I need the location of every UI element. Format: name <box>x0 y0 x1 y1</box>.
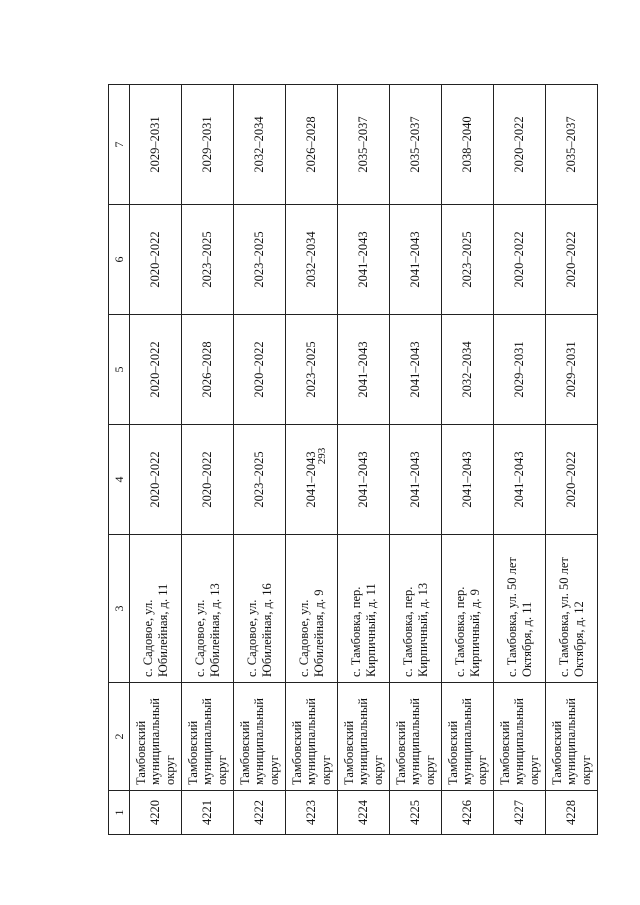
address-cell: с. Тамбовка, ул. 50 лет Октября, д. 12 <box>546 535 598 683</box>
period-cell: 2041–2043 <box>338 205 390 315</box>
period-cell: 2041–2043 <box>390 425 442 535</box>
period-cell: 2041–2043 <box>390 205 442 315</box>
address-cell: с. Садовое, ул. Юбилейная, д. 11 <box>130 535 182 683</box>
district-cell: Тамбовский муниципальный округ <box>338 683 390 791</box>
address-cell: с. Садовое, ул. Юбилейная, д. 13 <box>182 535 234 683</box>
period-cell: 2023–2025 <box>442 205 494 315</box>
row-id: 4226 <box>442 791 494 835</box>
period-cell: 2023–2025 <box>234 205 286 315</box>
period-cell: 2041–2043 <box>442 425 494 535</box>
header-row <box>109 85 130 835</box>
address-cell: с. Тамбовка, пер. Кирпичный, д. 11 <box>338 535 390 683</box>
header-cell: 2 <box>109 683 130 791</box>
period-cell: 2020–2022 <box>130 315 182 425</box>
period-cell: 2041–2043 <box>338 425 390 535</box>
period-cell: 2023–2025 <box>182 205 234 315</box>
header-cell: 5 <box>109 315 130 425</box>
address-cell: с. Тамбовка, пер. Кирпичный, д. 13 <box>390 535 442 683</box>
row-id: 4223 <box>286 791 338 835</box>
period-cell: 2032–2034 <box>442 315 494 425</box>
schedule-table <box>108 84 598 835</box>
period-cell: 2020–2022 <box>546 205 598 315</box>
period-cell: 2020–2022 <box>234 315 286 425</box>
period-cell: 2023–2025 <box>234 425 286 535</box>
period-cell: 2029–2031 <box>494 315 546 425</box>
row-id: 4227 <box>494 791 546 835</box>
district-cell: Тамбовский муниципальный округ <box>130 683 182 791</box>
district-cell: Тамбовский муниципальный округ <box>234 683 286 791</box>
row-id: 4224 <box>338 791 390 835</box>
period-cell: 2041–2043 <box>338 315 390 425</box>
period-cell: 2020–2022 <box>546 425 598 535</box>
period-cell: 2026–2028 <box>286 85 338 205</box>
period-cell: 2023–2025 <box>286 315 338 425</box>
district-cell: Тамбовский муниципальный округ <box>182 683 234 791</box>
period-cell: 2020–2022 <box>130 205 182 315</box>
header-cell: 1 <box>109 791 130 835</box>
table-row <box>234 85 286 835</box>
row-id: 4222 <box>234 791 286 835</box>
period-cell: 2032–2034 <box>234 85 286 205</box>
period-cell: 2032–2034 <box>286 205 338 315</box>
period-cell: 2035–2037 <box>338 85 390 205</box>
period-cell: 2020–2022 <box>182 425 234 535</box>
table-row <box>286 85 338 835</box>
row-id: 4228 <box>546 791 598 835</box>
district-cell: Тамбовский муниципальный округ <box>390 683 442 791</box>
period-cell: 2029–2031 <box>130 85 182 205</box>
page-number: 293 <box>316 447 328 465</box>
district-cell: Тамбовский муниципальный округ <box>286 683 338 791</box>
period-cell: 2020–2022 <box>494 205 546 315</box>
table-row <box>546 85 598 835</box>
table-row <box>390 85 442 835</box>
table-row <box>494 85 546 835</box>
period-cell: 2026–2028 <box>182 315 234 425</box>
district-cell: Тамбовский муниципальный округ <box>546 683 598 791</box>
period-cell: 2029–2031 <box>182 85 234 205</box>
period-cell: 2029–2031 <box>546 315 598 425</box>
address-cell: с. Садовое, ул. Юбилейная, д. 16 <box>234 535 286 683</box>
row-id: 4225 <box>390 791 442 835</box>
period-cell: 2038–2040 <box>442 85 494 205</box>
table-row <box>442 85 494 835</box>
address-cell: с. Садовое, ул. Юбилейная, д. 9 <box>286 535 338 683</box>
district-cell: Тамбовский муниципальный округ <box>494 683 546 791</box>
period-cell: 2020–2022 <box>494 85 546 205</box>
period-cell: 2020–2022 <box>130 425 182 535</box>
row-id: 4220 <box>130 791 182 835</box>
period-cell: 2041–2043 <box>286 425 338 535</box>
table-row <box>130 85 182 835</box>
rotated-table-container <box>108 85 598 835</box>
header-cell: 7 <box>109 85 130 205</box>
header-cell: 4 <box>109 425 130 535</box>
period-cell: 2041–2043 <box>390 315 442 425</box>
table-row <box>182 85 234 835</box>
period-cell: 2035–2037 <box>546 85 598 205</box>
period-cell: 2041–2043 <box>494 425 546 535</box>
address-cell: с. Тамбовка, пер. Кирпичный, д. 9 <box>442 535 494 683</box>
row-id: 4221 <box>182 791 234 835</box>
district-cell: Тамбовский муниципальный округ <box>442 683 494 791</box>
header-cell: 6 <box>109 205 130 315</box>
period-cell: 2035–2037 <box>390 85 442 205</box>
address-cell: с. Тамбовка, ул. 50 лет Октября, д. 11 <box>494 535 546 683</box>
header-cell: 3 <box>109 535 130 683</box>
table-row <box>338 85 390 835</box>
